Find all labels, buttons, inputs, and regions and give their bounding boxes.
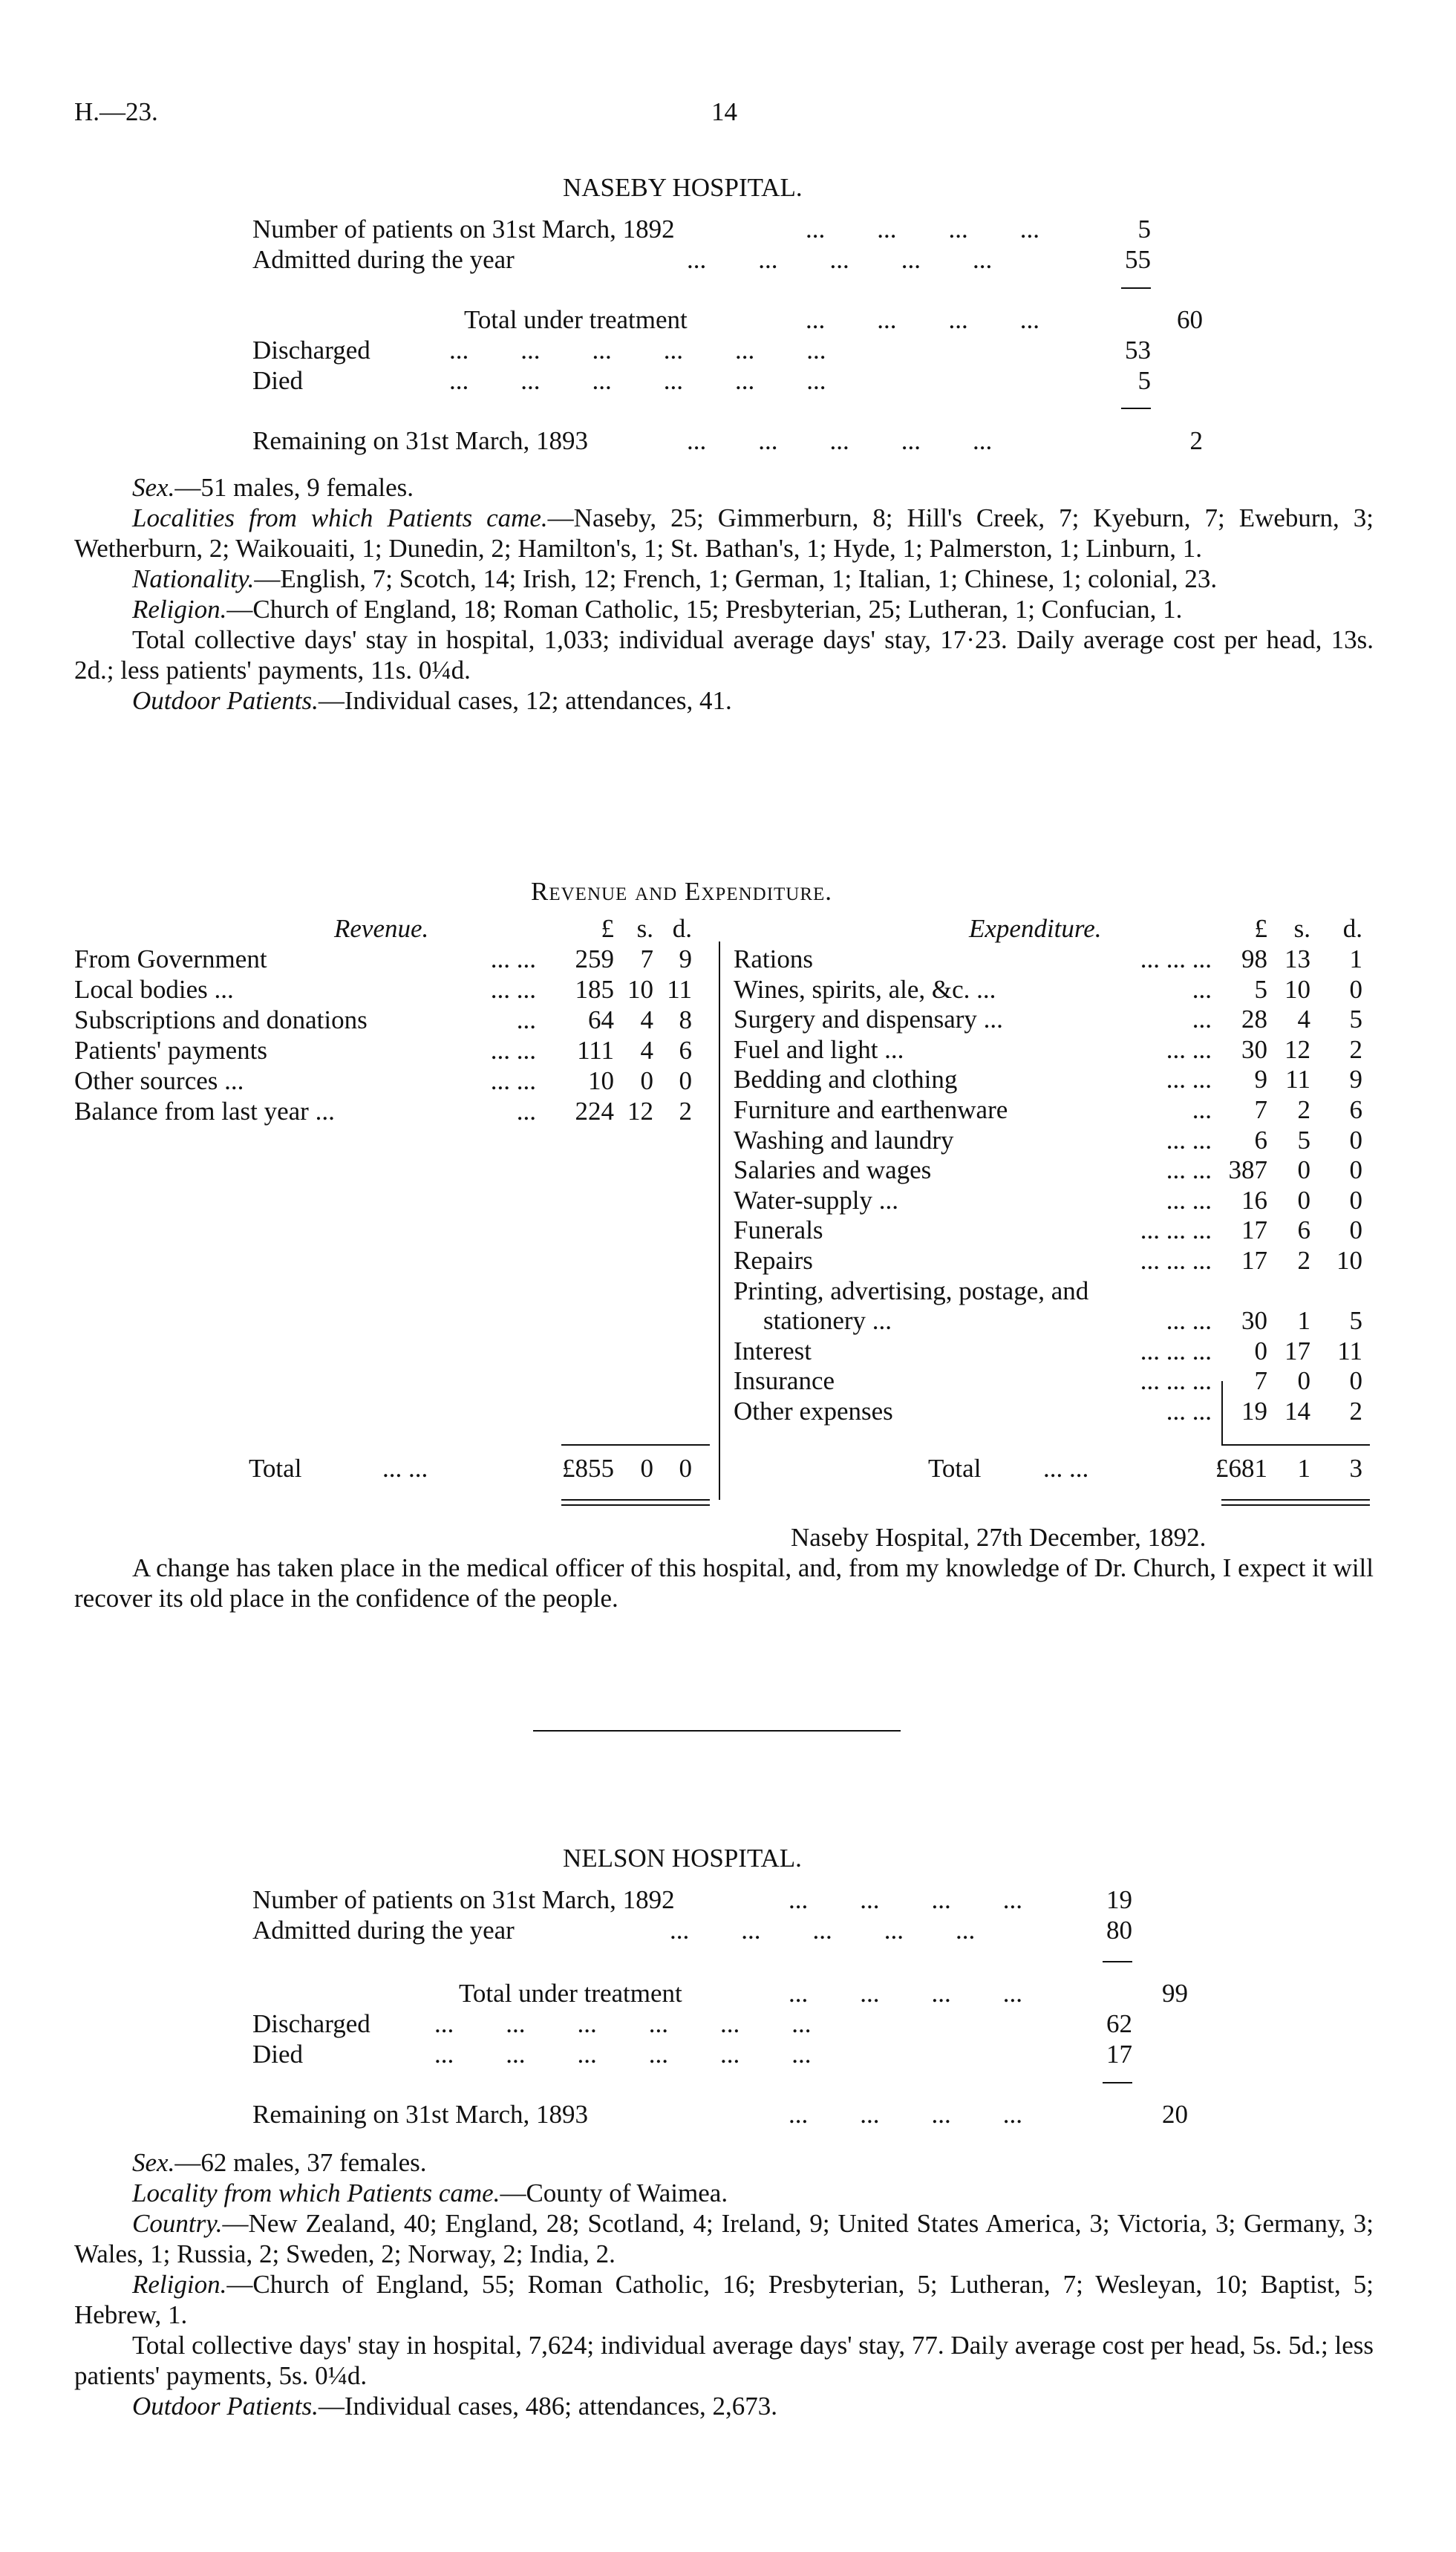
expenditure-row-label: Other expenses <box>734 1397 893 1426</box>
expenditure-row-label: Funerals <box>734 1215 823 1245</box>
revenue-row-label: Local bodies ... <box>74 975 234 1004</box>
stat-label: Discharged <box>252 336 370 365</box>
leader-dots: ... ... <box>1166 1155 1212 1185</box>
revenue-row-pence: 2 <box>679 1097 692 1126</box>
expenditure-row-pounds: 98 <box>1241 944 1267 973</box>
shillings-header: s. <box>1293 914 1310 943</box>
stat-total: 99 <box>1162 1979 1188 2008</box>
expenditure-row-pence: 6 <box>1349 1095 1362 1124</box>
expenditure-row-pounds: 6 <box>1254 1125 1267 1155</box>
revenue-row-pence: 8 <box>679 1005 692 1034</box>
leader-dots: ... ... ... ... ... ... <box>434 2009 812 2038</box>
accounts-title: Revenue and Expenditure. <box>531 877 833 906</box>
total-rule <box>1221 1444 1370 1446</box>
leader-dots: ... <box>1192 974 1212 1004</box>
expenditure-row-pence: 10 <box>1336 1246 1362 1275</box>
page-reference: H.—23. <box>74 97 158 126</box>
leader-dots: ... <box>516 1097 536 1126</box>
leader-dots: ... ... <box>490 1066 536 1095</box>
stat-value: 19 <box>1106 1885 1132 1914</box>
stat-value: 55 <box>1125 245 1151 274</box>
naseby-remark: A change has taken place in the medical officer of this hospital, and, from my knowledge of Dr. Church, I expect it will recover its old place in the confidence of the people. <box>74 1553 1374 1613</box>
leader-dots: ... ... ... ... ... <box>687 245 993 274</box>
leader-dots: ... ... <box>1043 1454 1089 1483</box>
leader-dots: ... ... ... ... ... <box>687 426 993 455</box>
locality-paragraph: Locality from which Patients came.—County of Waimea. <box>132 2179 728 2207</box>
leader-dots: ... ... <box>1166 1034 1212 1064</box>
leader-dots: ... ... <box>490 1036 536 1065</box>
leader-dots: ... ... ... <box>1140 1336 1212 1365</box>
revenue-row-pounds: 185 <box>575 975 614 1004</box>
revenue-row-shillings: 12 <box>627 1097 653 1126</box>
stat-label: Total under treatment <box>464 305 688 334</box>
expenditure-row-shillings: 17 <box>1284 1336 1310 1365</box>
expenditure-row-label: Repairs <box>734 1246 813 1275</box>
expenditure-row-label: Furniture and earthenware <box>734 1095 1008 1124</box>
expenditure-row-pence: 2 <box>1349 1034 1362 1064</box>
pounds-header: £ <box>1254 914 1267 943</box>
revenue-row-pence: 6 <box>679 1036 692 1065</box>
leader-dots: ... ... <box>1166 1125 1212 1155</box>
expenditure-row-shillings: 2 <box>1297 1246 1310 1275</box>
leader-dots: ... ... <box>1166 1065 1212 1094</box>
revenue-total-pence: 0 <box>679 1454 692 1483</box>
expenditure-total-pounds: £681 <box>1215 1454 1267 1483</box>
double-rule <box>1221 1504 1370 1506</box>
expenditure-row-label: Interest <box>734 1336 812 1365</box>
expenditure-row-shillings: 4 <box>1297 1005 1310 1034</box>
leader-dots: ... ... <box>1166 1185 1212 1215</box>
stat-value: 53 <box>1125 336 1151 365</box>
double-rule <box>561 1499 710 1501</box>
leader-dots: ... ... ... ... ... ... <box>449 336 826 365</box>
expenditure-row-label: Surgery and dispensary ... <box>734 1005 1003 1034</box>
expenditure-row-shillings: 0 <box>1297 1155 1310 1185</box>
leader-dots: ... <box>1192 1095 1212 1124</box>
expenditure-row-pence: 1 <box>1349 944 1362 973</box>
leader-dots: ... <box>1192 1005 1212 1034</box>
expenditure-row-pence: 2 <box>1349 1397 1362 1426</box>
stat-label: Died <box>252 366 304 395</box>
nelson-details <box>74 2147 1374 2421</box>
expenditure-row-label: stationery ... <box>763 1306 892 1336</box>
outdoor-paragraph: Outdoor Patients.—Individual cases, 12; attendances, 41. <box>132 686 732 715</box>
expenditure-row-label: Printing, advertising, postage, and <box>734 1276 1089 1305</box>
expenditure-row-pounds: 30 <box>1241 1034 1267 1064</box>
expenditure-row-shillings: 0 <box>1297 1185 1310 1215</box>
nationality-paragraph: Nationality.—English, 7; Scotch, 14; Irish, 12; French, 1; German, 1; Italian, 1; Chinese, 1; colonial, 23. <box>132 564 1218 593</box>
leader-dots: ... ... ... ... <box>806 215 1039 244</box>
double-rule <box>1221 1499 1370 1501</box>
revenue-row-pence: 9 <box>679 944 692 973</box>
expenditure-row-label: Rations <box>734 944 813 973</box>
revenue-total-label: Total <box>249 1454 302 1483</box>
pence-header: d. <box>1342 914 1362 943</box>
revenue-row-pounds: 259 <box>575 944 614 973</box>
stat-total: 60 <box>1177 305 1203 334</box>
expenditure-row-label: Fuel and light ... <box>734 1034 904 1064</box>
revenue-row-shillings: 4 <box>640 1005 653 1034</box>
leader-dots: ... ... <box>490 944 536 973</box>
stat-label: Number of patients on 31st March, 1892 <box>252 215 675 244</box>
stat-label: Remaining on 31st March, 1893 <box>252 2100 589 2129</box>
leader-dots: ... ... ... ... ... ... <box>434 2040 812 2069</box>
stat-label: Remaining on 31st March, 1893 <box>252 426 589 455</box>
expenditure-row-shillings: 10 <box>1284 974 1310 1004</box>
stat-label: Admitted during the year <box>252 1916 515 1945</box>
expenditure-row-pence: 0 <box>1349 1185 1362 1215</box>
expenditure-row-label: Salaries and wages <box>734 1155 932 1185</box>
expenditure-row-shillings: 14 <box>1284 1397 1310 1426</box>
expenditure-row-shillings: 13 <box>1284 944 1310 973</box>
revenue-total-shillings: 0 <box>640 1454 653 1483</box>
expenditure-row-pounds: 7 <box>1254 1366 1267 1396</box>
revenue-row-pounds: 111 <box>577 1036 614 1065</box>
naseby-title: NASEBY HOSPITAL. <box>563 173 803 202</box>
expenditure-row-pence: 5 <box>1349 1005 1362 1034</box>
leader-dots: ... ... ... ... ... <box>670 1916 976 1945</box>
expenditure-row-pence: 9 <box>1349 1065 1362 1094</box>
stat-value: 5 <box>1137 215 1151 244</box>
expenditure-row-pence: 0 <box>1349 1155 1362 1185</box>
sum-rule <box>1103 1961 1132 1962</box>
expenditure-row-pounds: 16 <box>1241 1185 1267 1215</box>
leader-dots: ... ... <box>382 1454 428 1483</box>
column-divider <box>719 942 720 1500</box>
revenue-heading: Revenue. <box>334 914 429 943</box>
expenditure-row-pence: 0 <box>1349 1215 1362 1245</box>
nelson-title: NELSON HOSPITAL. <box>563 1844 802 1873</box>
leader-dots: ... ... <box>1166 1306 1212 1336</box>
naseby-dateline: Naseby Hospital, 27th December, 1892. <box>791 1523 1207 1552</box>
leader-dots: ... ... ... <box>1140 1246 1212 1275</box>
pounds-header: £ <box>601 914 614 943</box>
sum-rule <box>1121 287 1151 289</box>
expenditure-row-pounds: 28 <box>1241 1005 1267 1034</box>
expenditure-total-pence: 3 <box>1349 1454 1362 1483</box>
expenditure-row-pounds: 19 <box>1241 1397 1267 1426</box>
leader-dots: ... ... ... <box>1140 1215 1212 1245</box>
page-number: 14 <box>711 97 737 126</box>
expenditure-row-shillings: 0 <box>1297 1366 1310 1396</box>
double-rule <box>561 1504 710 1506</box>
expenditure-row-label: Wines, spirits, ale, &c. ... <box>734 974 996 1004</box>
expenditure-total-label: Total <box>928 1454 982 1483</box>
localities-paragraph: Localities from which Patients came.—Naseby, 25; Gimmerburn, 8; Hill's Creek, 7; Kyeburn, 7; Eweburn, 3; Wetherburn, 2; Waikouaiti, 1; Dunedin, 2; Hamilton's, 1; St. Bathan's, 1; Hyde, 1; Palmerston, 1; Linburn, 1. <box>74 503 1374 563</box>
naseby-details <box>74 472 1374 716</box>
country-paragraph: Country.—New Zealand, 40; England, 28; Scotland, 4; Ireland, 9; United States America, 3; Victoria, 3; Germany, 3; Wales, 1; Russia, 2; Sweden, 2; Norway, 2; India, 2. <box>74 2209 1374 2268</box>
revenue-row-label: From Government <box>74 944 267 973</box>
expenditure-row-pounds: 9 <box>1254 1065 1267 1094</box>
leader-dots: ... <box>516 1005 536 1034</box>
expenditure-row-label: Insurance <box>734 1366 835 1396</box>
stat-label: Discharged <box>252 2009 370 2038</box>
shillings-header: s. <box>636 914 653 943</box>
pence-header: d. <box>672 914 692 943</box>
expenditure-row-shillings: 11 <box>1285 1065 1310 1094</box>
leader-dots: ... ... ... ... <box>789 2100 1022 2129</box>
expenditure-row-pence: 5 <box>1349 1306 1362 1336</box>
revenue-row-shillings: 7 <box>640 944 653 973</box>
expenditure-row-pence: 0 <box>1349 1125 1362 1155</box>
expenditure-row-shillings: 1 <box>1297 1306 1310 1336</box>
sex-paragraph: Sex.—62 males, 37 females. <box>132 2148 427 2177</box>
leader-dots: ... ... <box>1166 1397 1212 1426</box>
religion-paragraph: Religion.—Church of England, 18; Roman Catholic, 15; Presbyterian, 25; Lutheran, 1; Confucian, 1. <box>132 595 1183 624</box>
expenditure-row-shillings: 12 <box>1284 1034 1310 1064</box>
revenue-row-pounds: 224 <box>575 1097 614 1126</box>
expenditure-row-pounds: 387 <box>1228 1155 1267 1185</box>
revenue-row-label: Balance from last year ... <box>74 1097 335 1126</box>
revenue-row-pounds: 10 <box>588 1066 614 1095</box>
expenditure-heading: Expenditure. <box>969 914 1102 943</box>
expenditure-row-pounds: 0 <box>1254 1336 1267 1365</box>
leader-dots: ... ... ... ... <box>806 305 1039 334</box>
expenditure-row-pence: 11 <box>1337 1336 1362 1365</box>
expenditure-row-pounds: 30 <box>1241 1306 1267 1336</box>
expenditure-row-shillings: 2 <box>1297 1095 1310 1124</box>
section-separator <box>533 1730 901 1732</box>
sex-paragraph: Sex.—51 males, 9 females. <box>132 473 414 502</box>
stat-value: 80 <box>1106 1916 1132 1945</box>
revenue-row-label: Other sources ... <box>74 1066 244 1095</box>
revenue-row-pounds: 64 <box>588 1005 614 1034</box>
expenditure-total-shillings: 1 <box>1297 1454 1310 1483</box>
expenditure-row-shillings: 6 <box>1297 1215 1310 1245</box>
expenditure-row-pence: 0 <box>1349 1366 1362 1396</box>
leader-dots: ... ... ... ... <box>789 1979 1022 2008</box>
stat-value: 17 <box>1106 2040 1132 2069</box>
expenditure-row-pounds: 5 <box>1254 974 1267 1004</box>
sum-rule <box>1103 2082 1132 2083</box>
sum-rule <box>1121 408 1151 409</box>
revenue-row-pence: 0 <box>679 1066 692 1095</box>
column-divider <box>1221 1381 1223 1445</box>
expenditure-row-pounds: 17 <box>1241 1215 1267 1245</box>
expenditure-row-label: Washing and laundry <box>734 1125 954 1155</box>
revenue-total-pounds: £855 <box>562 1454 614 1483</box>
stat-label: Admitted during the year <box>252 245 515 274</box>
revenue-row-label: Subscriptions and donations <box>74 1005 368 1034</box>
total-rule <box>561 1444 710 1446</box>
leader-dots: ... ... ... <box>1140 944 1212 973</box>
revenue-row-label: Patients' payments <box>74 1036 268 1065</box>
stay-paragraph: Total collective days' stay in hospital, 7,624; individual average days' stay, 77. Daily average cost per head, 5s. 5d.; less patients' payments, 5s. 0¼d. <box>74 2331 1374 2390</box>
revenue-row-pence: 11 <box>667 975 692 1004</box>
stat-value: 62 <box>1106 2009 1132 2038</box>
revenue-row-shillings: 10 <box>627 975 653 1004</box>
expenditure-row-pounds: 17 <box>1241 1246 1267 1275</box>
revenue-row-shillings: 0 <box>640 1066 653 1095</box>
expenditure-row-label: Water-supply ... <box>734 1185 898 1215</box>
stat-label: Number of patients on 31st March, 1892 <box>252 1885 675 1914</box>
outdoor-paragraph: Outdoor Patients.—Individual cases, 486; attendances, 2,673. <box>132 2392 778 2421</box>
stat-label: Died <box>252 2040 304 2069</box>
stat-total: 20 <box>1162 2100 1188 2129</box>
leader-dots: ... ... <box>490 975 536 1004</box>
expenditure-row-shillings: 5 <box>1297 1125 1310 1155</box>
stay-paragraph: Total collective days' stay in hospital, 1,033; individual average days' stay, 17·23. Daily average cost per head, 13s. 2d.; less patients' payments, 11s. 0¼d. <box>74 625 1374 685</box>
religion-paragraph: Religion.—Church of England, 55; Roman Catholic, 16; Presbyterian, 5; Lutheran, 7; Wesleyan, 10; Baptist, 5; Hebrew, 1. <box>74 2270 1374 2329</box>
leader-dots: ... ... ... <box>1140 1366 1212 1396</box>
expenditure-row-pence: 0 <box>1349 974 1362 1004</box>
stat-label: Total under treatment <box>459 1979 682 2008</box>
leader-dots: ... ... ... ... ... ... <box>449 366 826 395</box>
stat-value: 5 <box>1137 366 1151 395</box>
expenditure-row-label: Bedding and clothing <box>734 1065 958 1094</box>
revenue-row-shillings: 4 <box>640 1036 653 1065</box>
leader-dots: ... ... ... ... <box>789 1885 1022 1914</box>
stat-total: 2 <box>1189 426 1203 455</box>
expenditure-row-pounds: 7 <box>1254 1095 1267 1124</box>
